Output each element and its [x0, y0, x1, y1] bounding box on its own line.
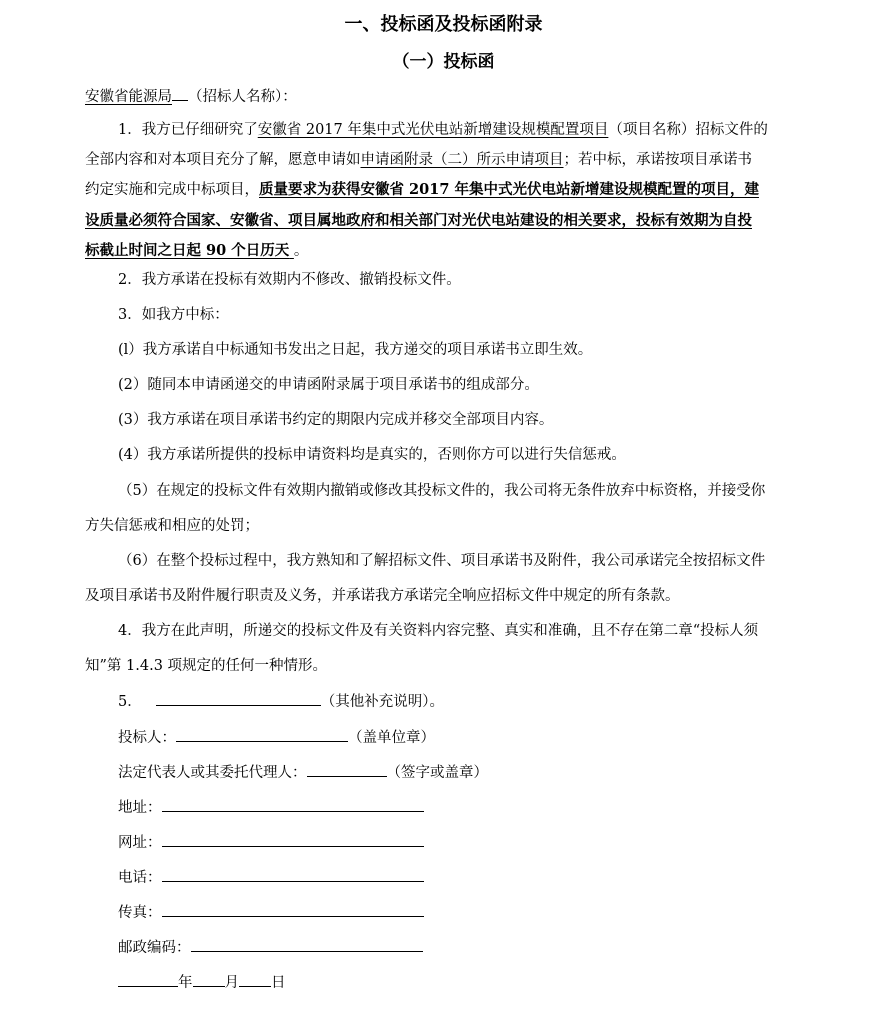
quality-requirement-3: 标截止时间之日起 90 个日历天: [85, 242, 290, 259]
list-item-5-line-2: 方失信惩戒和相应的处罚；: [85, 518, 259, 534]
list-item: (4）我方承诺所提供的投标申请资料均是真实的，否则你方可以进行失信惩戒。: [118, 447, 626, 463]
quality-requirement-1: 质量要求为获得安徽省 2017 年集中式光伏电站新增建设规模配置的项目，建: [259, 181, 759, 198]
paragraph-5: 5． （其他补充说明）。: [118, 691, 444, 712]
month-blank[interactable]: [193, 972, 225, 987]
phone-blank[interactable]: [162, 867, 424, 882]
paragraph-1-line-5: 标截止时间之日起 90 个日历天 。: [85, 242, 309, 259]
recipient-name: 安徽省能源局: [85, 89, 172, 105]
paragraph-1-line-3: 约定实施和完成中标项目，质量要求为获得安徽省 2017 年集中式光伏电站新增建设规模配置的项目，建: [85, 181, 759, 198]
paragraph-3: 3．如我方中标：: [118, 307, 229, 323]
quality-requirement-2: 设质量必须符合国家、安徽省、项目属地政府和相关部门对光伏电站建设的相关要求，投标有效期为自投: [85, 212, 752, 229]
list-item-5-line-1: （5）在规定的投标文件有效期内撤销或修改其投标文件的，我公司将无条件放弃中标资格，并接受你: [118, 483, 766, 499]
list-item: (2）随同本申请函递交的申请函附录属于项目承诺书的组成部分。: [118, 377, 539, 393]
appendix-reference: 申请函附录（二）所示申请项目: [360, 152, 564, 168]
representative-field: 法定代表人或其委托代理人： （签字或盖章）: [118, 762, 488, 783]
list-item: (3）我方承诺在项目承诺书约定的期限内完成并移交全部项目内容。: [118, 412, 554, 428]
fax-field: 传真：: [118, 902, 424, 923]
bidder-field: 投标人： （盖单位章）: [118, 727, 435, 748]
list-item: (l）我方承诺自中标通知书发出之日起，我方递交的项目承诺书立即生效。: [118, 342, 593, 358]
website-blank[interactable]: [162, 832, 424, 847]
representative-blank[interactable]: [307, 762, 387, 777]
supplement-blank[interactable]: [156, 691, 321, 706]
recipient-line: [85, 86, 297, 107]
paragraph-4-line-2: 知”第 1.4.3 项规定的任何一种情形。: [85, 658, 328, 674]
paragraph-2: 2．我方承诺在投标有效期内不修改、撤销投标文件。: [118, 272, 461, 288]
year-blank[interactable]: [118, 972, 178, 987]
recipient-suffix: （招标人名称）：: [188, 89, 297, 105]
page-title: 一、投标函及投标函附录: [344, 14, 543, 35]
postcode-field: 邮政编码：: [118, 937, 423, 958]
address-blank[interactable]: [162, 797, 424, 812]
paragraph-1-line-1: 1．我方已仔细研究了安徽省 2017 年集中式光伏电站新增建设规模配置项目（项目名称）招标文件的: [118, 122, 768, 138]
list-item-6-line-2: 及项目承诺书及附件履行职责及义务，并承诺我方承诺完全响应招标文件中规定的所有条款。: [85, 588, 680, 604]
bidder-blank[interactable]: [176, 727, 348, 742]
postcode-blank[interactable]: [191, 937, 423, 952]
address-field: 地址：: [118, 797, 424, 818]
phone-field: 电话：: [118, 867, 424, 888]
section-subtitle: （一）投标函: [392, 52, 495, 72]
paragraph-4-line-1: 4．我方在此声明，所递交的投标文件及有关资料内容完整、真实和准确，且不存在第二章“投标人须: [118, 623, 759, 639]
day-blank[interactable]: [239, 972, 271, 987]
fax-blank[interactable]: [162, 902, 424, 917]
list-item-6-line-1: （6）在整个投标过程中，我方熟知和了解招标文件、项目承诺书及附件，我公司承诺完全按招标文件: [118, 553, 766, 569]
date-field: 年 月 日: [118, 972, 286, 993]
website-field: 网址：: [118, 832, 424, 853]
project-name: 安徽省 2017 年集中式光伏电站新增建设规模配置项目: [257, 122, 609, 138]
paragraph-1-line-2: 全部内容和对本项目充分了解，愿意申请如申请函附录（二）所示申请项目；若中标，承诺按项目承诺书: [85, 152, 752, 168]
